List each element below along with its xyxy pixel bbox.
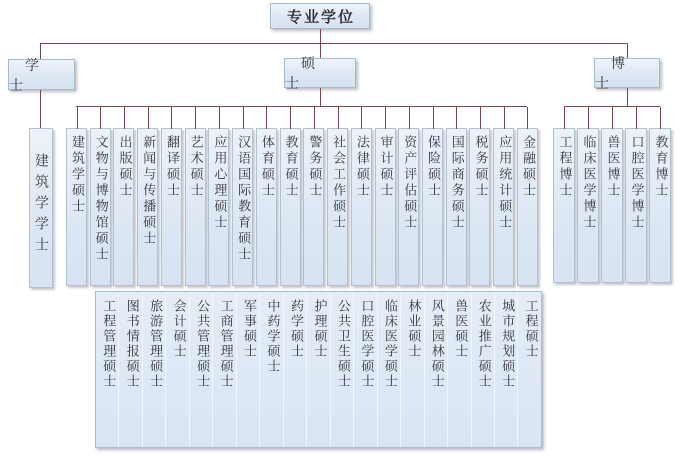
connector-tick [314,107,315,129]
degree-column-label: 中药学硕士 [264,299,280,374]
master-degree-column [425,292,448,447]
master-degree-column [161,128,182,286]
master-degree-column [493,128,514,286]
connector-root-drop [320,29,321,43]
master-degree-column [208,128,229,286]
degree-column-label: 法律硕士 [353,135,369,199]
master-degree-column [378,292,401,447]
degree-column-label: 工商管理硕士 [217,299,233,389]
degree-column-label: 保险硕士 [425,135,441,199]
degree-column-label: 警务硕士 [306,135,322,199]
connector-tick [77,107,78,129]
degree-column-label: 兽医硕士 [452,299,468,359]
doctor-degree-column [649,128,671,283]
master-degree-column [166,292,189,447]
degree-column-label: 兽医博士 [604,135,620,199]
degree-column-label: 汉语国际教育硕士 [235,135,251,263]
master-degree-column [232,128,253,286]
degree-column-label: 风景园林硕士 [428,299,444,389]
bachelor-node [8,57,75,94]
master-degree-column [469,128,490,286]
degree-column-label: 农业推广硕士 [475,299,491,389]
degree-column-label: 国际商务硕士 [448,135,464,231]
degree-column-label: 公共卫生硕士 [334,299,350,389]
master-degree-column [327,128,348,286]
master-degree-column [398,128,419,286]
connector-tick [636,107,637,129]
connector-doctor-stem [627,88,628,106]
connector-bachelor-to-column [40,90,41,128]
degree-column-label: 图书情报硕士 [123,299,139,389]
bachelor-degree-column [29,128,53,288]
connector-master-horizontal [76,106,527,107]
degree-column-label: 护理硕士 [311,299,327,359]
master-degree-column [351,128,372,286]
master-degree-column [143,292,166,447]
master-degree-column [472,292,495,447]
degree-column-label: 军事硕士 [241,299,257,359]
connector-tick [338,107,339,129]
doctor-node-label: 博士 [595,56,641,92]
master-degree-column [307,292,330,447]
connector-tick [409,107,410,129]
master-degree-row-2-panel [95,291,542,448]
connector-tick [290,107,291,129]
master-degree-column [375,128,396,286]
degree-column-label: 公共管理硕士 [194,299,210,389]
degree-column-label: 社会工作硕士 [330,135,346,231]
bachelor-node-label: 学士 [9,57,55,94]
connector-tick [612,107,613,129]
degree-column-label: 药学硕士 [287,299,303,359]
degree-column-label: 教育博士 [652,135,668,199]
degree-column-label: 艺术硕士 [187,135,203,199]
master-degree-column [137,128,158,286]
degree-column-label: 工程博士 [556,135,572,199]
master-degree-column [256,128,277,286]
master-degree-column [66,128,87,286]
connector-tick [124,107,125,129]
doctor-degree-column [553,128,575,283]
degree-column-label: 应用心理硕士 [211,135,227,231]
master-degree-column [96,292,119,447]
master-degree-column [113,128,134,286]
degree-column-label: 口腔医学硕士 [358,299,374,389]
degree-column-label: 文物与博物馆硕士 [92,135,108,263]
connector-tick [266,107,267,129]
degree-column-label: 临床医学硕士 [381,299,397,389]
degree-column-label: 应用统计硕士 [496,135,512,231]
doctor-degree-row [553,128,671,283]
root-node-label: 专业学位 [286,7,355,26]
degree-column-label: 金融硕士 [519,135,535,199]
master-degree-column [495,292,518,447]
master-degree-row-1 [66,128,538,286]
master-degree-column [448,292,471,447]
degree-column-label: 出版硕士 [116,135,132,199]
master-degree-column [190,292,213,447]
doctor-degree-column [601,128,623,283]
connector-tick [527,107,528,129]
master-degree-column [354,292,377,447]
connector-tick [433,107,434,129]
doctor-degree-column [577,128,599,283]
master-degree-column [119,292,142,447]
doctor-degree-column [625,128,647,283]
connector-tick [588,107,589,129]
degree-column-label: 教育硕士 [282,135,298,199]
connector-tick [219,107,220,129]
connector-tick [385,107,386,129]
master-degree-column [185,128,206,286]
degree-column-label: 工程管理硕士 [100,299,116,389]
root-node-professional-degree [270,3,370,29]
connector-tick [456,107,457,129]
degree-column-label: 工程硕士 [522,299,538,359]
master-degree-column [331,292,354,447]
master-node-label: 硕士 [285,56,331,92]
degree-column-label: 建筑学学士 [33,153,49,258]
degree-column-label: 城市规划硕士 [499,299,515,389]
connector-main-horizontal [40,43,628,44]
master-degree-column [401,292,424,447]
degree-column-label: 税务硕士 [472,135,488,199]
master-degree-column [213,292,236,447]
connector-tick [148,107,149,129]
degree-column-label: 旅游管理硕士 [147,299,163,389]
connector-master-stem [320,88,321,106]
connector-tick [243,107,244,129]
connector-tick [564,107,565,129]
degree-column-label: 资产评估硕士 [401,135,417,231]
master-degree-column [284,292,307,447]
connector-tick [100,107,101,129]
master-degree-column [280,128,301,286]
master-degree-column [303,128,324,286]
degree-column-label: 会计硕士 [170,299,186,359]
degree-column-label: 审计硕士 [377,135,393,199]
degree-column-label: 林业硕士 [405,299,421,359]
degree-column-label: 新闻与传播硕士 [140,135,156,247]
doctor-node [594,56,660,92]
master-degree-column [518,292,540,447]
connector-tick [504,107,505,129]
degree-column-label: 体育硕士 [258,135,274,199]
degree-column-label: 建筑学硕士 [69,135,84,215]
connector-tick [361,107,362,129]
degree-column-label: 翻译硕士 [163,135,179,199]
degree-column-label: 临床医学博士 [580,135,596,231]
master-degree-column [237,292,260,447]
master-degree-column [422,128,443,286]
master-degree-column [446,128,467,286]
master-degree-column [260,292,283,447]
connector-tick [195,107,196,129]
connector-tick [480,107,481,129]
master-degree-column [517,128,538,286]
connector-tick [660,107,661,129]
connector-tick [171,107,172,129]
master-node [284,56,356,92]
degree-column-label: 口腔医学博士 [628,135,644,231]
master-degree-column [90,128,111,286]
